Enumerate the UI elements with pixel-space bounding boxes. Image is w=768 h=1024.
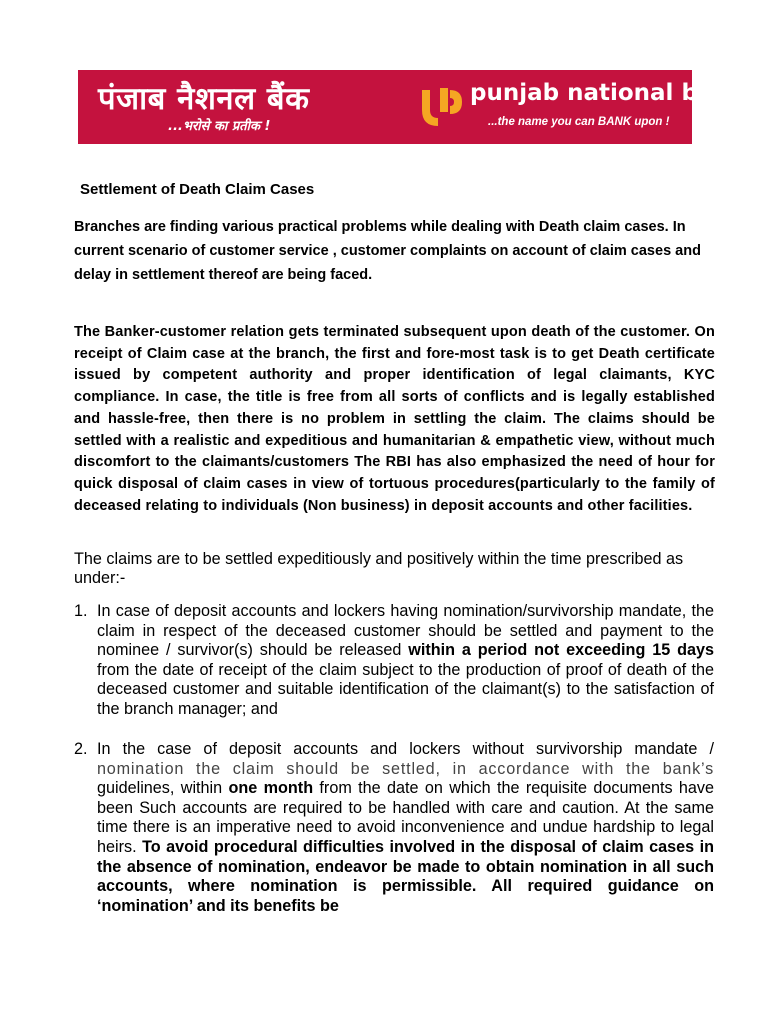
english-tagline: ...the name you can BANK upon !: [488, 116, 670, 128]
intro-paragraph: Branches are finding various practical problems while dealing with Death claim cases. In current scenario of customer service , customer complaints on account of claim cases and delay in settlement thereof are being faced.: [74, 219, 701, 283]
english-bank-name: punjab national bank: [470, 80, 746, 106]
list-number: 2.: [74, 740, 88, 758]
bank-banner: [78, 70, 746, 144]
hindi-bank-name: पंजाब नैशनल बैंक: [98, 81, 310, 117]
hindi-tagline: ...भरोसे का प्रतीक !: [168, 119, 271, 134]
list-item-text: In case of deposit accounts and lockers having nomination/survivorship mandate, the claim in respect of the deceased customer should be settled and payment to the nominee / survivor(s) should be released within a period not exceeding 15 days from the date of receipt of the claim subject to the production of proof of death of the deceased customer and suitable identification of the claimant(s) to the satisfaction of the branch manager; and: [97, 602, 714, 718]
list-number: 1.: [74, 602, 88, 620]
pnb-logo-icon: [418, 84, 464, 130]
list-item-1: [74, 602, 714, 720]
list-item-text: In the case of deposit accounts and lockers without survivorship mandate / nomination the claim should be settled, in accordance with the bank’s guidelines, within one month from the date on which the requisite documents have been Such accounts are required to be handled with care and caution. At the same time there is an imperative need to avoid inconvenience and undue hardship to legal heirs. To avoid procedural difficulties involved in the disposal of claim cases in the absence of nomination, endeavor be made to obtain nomination in all such accounts, where nomination is permissible. All required guidance on ‘nomination’ and its benefits be: [97, 740, 714, 915]
document-title: Settlement of Death Claim Cases: [80, 181, 315, 198]
relation-paragraph: The Banker-customer relation gets terminated subsequent upon death of the customer. On receipt of Claim case at the branch, the first and fore-most task is to get Death certificate issued by competent authority and proper identification of legal claimants, KYC compliance. In case, the title is free from all sorts of conflicts and is legally established and hassle-free, then there is no problem in settling the claim. The claims should be settled with a realistic and expeditious and humanitarian & empathetic view, without much discomfort to the claimants/customers The RBI has also emphasized the need of hour for quick disposal of claim cases in view of tortuous procedures(particularly to the family of deceased relating to individuals (Non business) in deposit accounts and other facilities.: [74, 324, 715, 514]
list-item-2: [74, 740, 714, 916]
claims-intro-paragraph: The claims are to be settled expeditiously and positively within the time prescribed as under:-: [74, 550, 684, 587]
